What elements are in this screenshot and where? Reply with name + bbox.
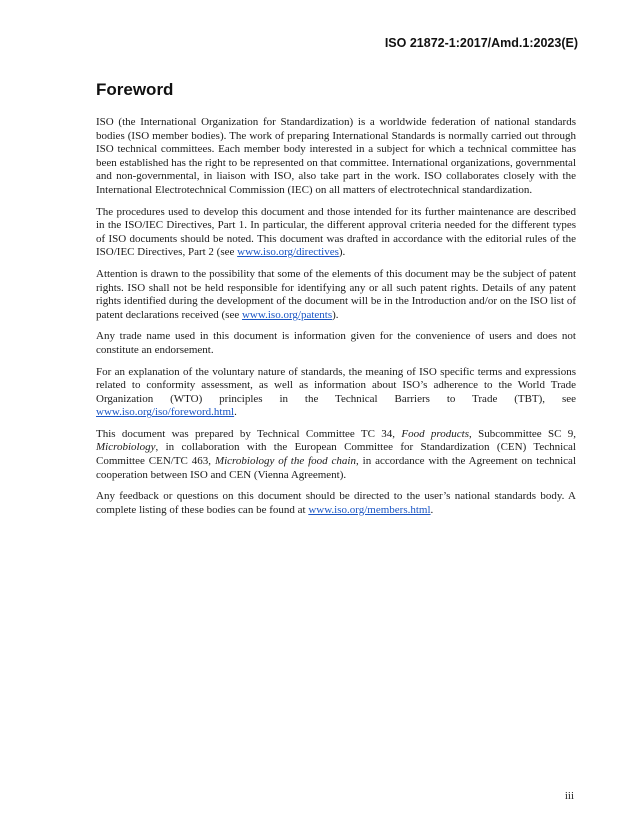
paragraph-text-end: . <box>234 406 237 419</box>
paragraph-feedback <box>96 490 576 517</box>
paragraph-text-end: ). <box>332 308 339 321</box>
patents-link[interactable]: www.iso.org/patents <box>241 308 333 321</box>
document-identifier: ISO 21872-1:2017/Amd.1:2023(E) <box>384 36 578 50</box>
foreword-link[interactable]: www.iso.org/iso/foreword.html <box>96 406 235 419</box>
paragraph-text: The procedures used to develop this document and those intended for its further maintenance are described in the ISO/IEC Directives, Part 1. In particular, the different approval criteria needed for the different types of ISO documents should be noted. This document was drafted in accordance with the editorial rules of the ISO/IEC Directives, Part 2 (see <box>96 205 576 259</box>
cen-committee-title: Microbiology of the food chain <box>214 455 356 468</box>
paragraph-patents <box>96 268 576 322</box>
paragraph-trade-name: Any trade name used in this document is information given for the convenience of users and does not constitute an endorsement. <box>96 330 576 356</box>
paragraph-text: , in collaboration with the European Committee for Standardization (CEN) Technical Committee CEN/TC 463, <box>96 441 576 468</box>
committee-title: Food products <box>401 427 470 440</box>
paragraph-committee <box>96 428 576 482</box>
subcommittee-title: Microbiology <box>96 441 156 454</box>
paragraph-text: , Subcommittee SC 9, <box>469 427 577 440</box>
paragraph-procedures <box>96 206 576 260</box>
paragraph-voluntary-nature <box>96 366 576 420</box>
paragraph-text: Attention is drawn to the possibility that some of the elements of this document may be the subject of patent rights. ISO shall not be held responsible for identifying any or all such patent rights. Details of any patent rights identified during the development of the document will be in the Introduction and/or on the ISO list of patent declarations received (see <box>96 267 576 321</box>
page-title: Foreword <box>96 80 174 99</box>
directives-link[interactable]: www.iso.org/directives <box>237 246 339 259</box>
members-link[interactable]: www.iso.org/members.html <box>308 503 431 516</box>
paragraph-text: For an explanation of the voluntary nature of standards, the meaning of ISO specific terms and expressions related to conformity assessment, as well as information about ISO’s adherence to the World Trade Organization (WTO) principles in the Technical Barriers to Trade (TBT), see <box>96 365 576 405</box>
paragraph-text: , in accordance with the Agreement on technical cooperation between ISO and CEN (Vienna Agreement). <box>96 455 576 481</box>
paragraph-text-end: . <box>430 503 434 516</box>
paragraph-iso-intro: ISO (the International Organization for Standardization) is a worldwide federation of national standards bodies (ISO member bodies). The work of preparing International Standards is normally carried out through ISO technical committees. Each member body interested in a subject for which a technical committee has been established has the right to be represented on that committee. International organizations, governmental and non-governmental, in liaison with ISO, also take part in the work. ISO collaborates closely with the International Electrotechnical Commission (IEC) on all matters of electrotechnical standardization. <box>96 116 576 196</box>
paragraph-text: This document was prepared by Technical Committee TC 34, <box>96 427 402 440</box>
foreword-body <box>96 116 576 525</box>
paragraph-text: Any feedback or questions on this document should be directed to the user’s national standards body. A complete listing of these bodies can be found at <box>96 490 576 516</box>
paragraph-text-end: ). <box>338 246 346 259</box>
page-number: iii <box>564 790 574 802</box>
